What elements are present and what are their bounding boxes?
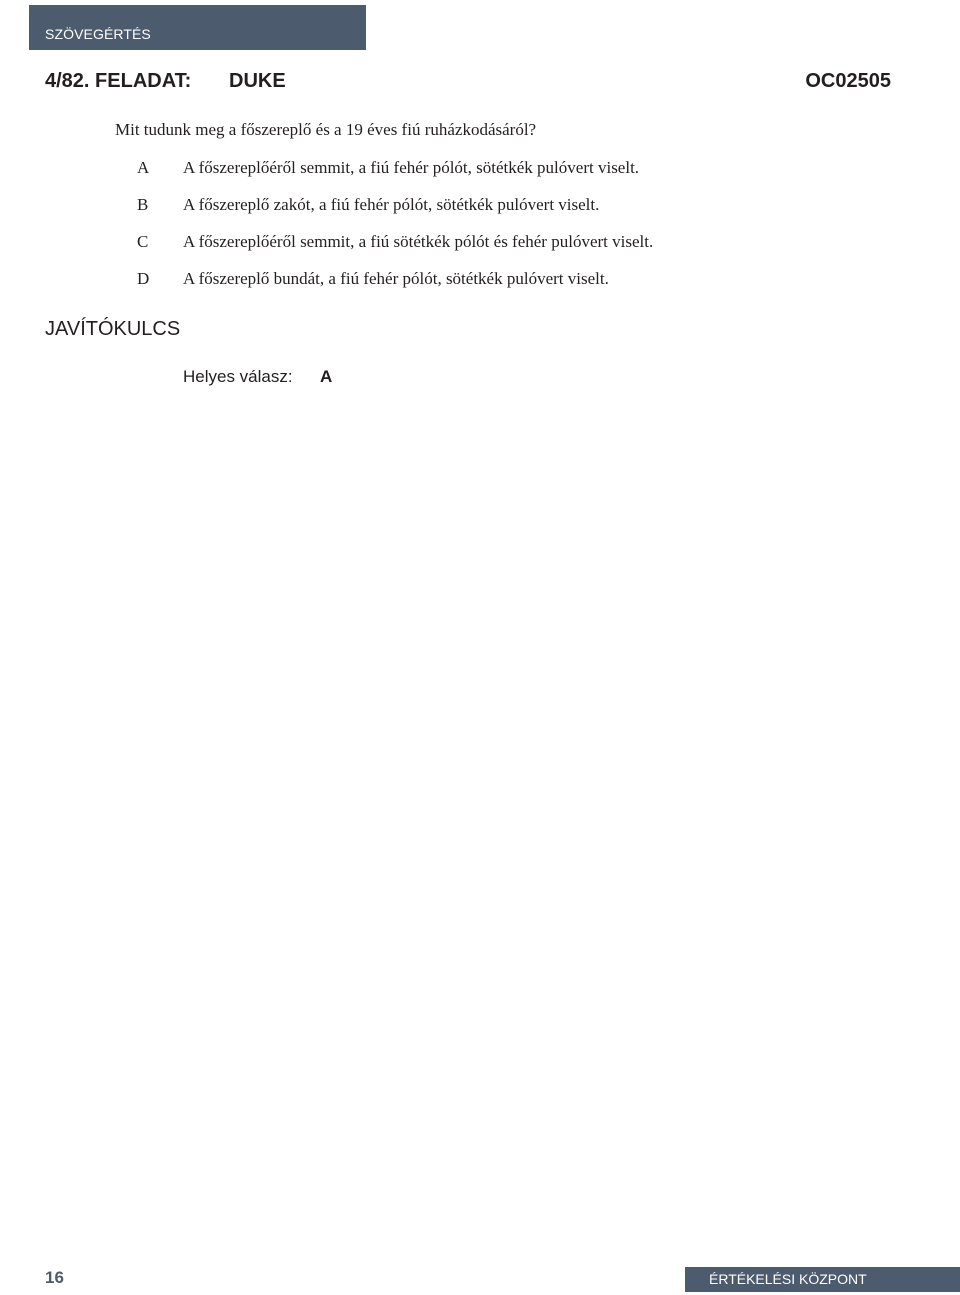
- option-letter: B: [137, 195, 149, 214]
- answer-key-heading: JAVÍTÓKULCS: [45, 318, 181, 340]
- footer-band: [685, 1267, 960, 1292]
- section-header-band: [29, 5, 366, 50]
- task-number: 4/82. FELADAT:: [45, 70, 192, 92]
- task-heading: [45, 70, 891, 96]
- option-letter: C: [137, 232, 149, 251]
- option-letter: A: [137, 158, 150, 177]
- option-text: A főszereplőéről semmit, a fiú fehér pólót, sötétkék pulóvert viselt.: [183, 158, 640, 177]
- section-title: SZÖVEGÉRTÉS: [45, 26, 151, 42]
- option-a: [0, 158, 960, 180]
- option-text: A főszereplő bundát, a fiú fehér pólót, sötétkék pulóvert viselt.: [183, 269, 609, 288]
- option-b: [0, 195, 960, 217]
- option-c: [0, 232, 960, 254]
- task-code: OC02505: [805, 70, 891, 92]
- page-number: 16: [45, 1268, 64, 1287]
- correct-answer-label: Helyes válasz:: [183, 367, 293, 386]
- option-text: A főszereplőéről semmit, a fiú sötétkék pólót és fehér pulóvert viselt.: [183, 232, 654, 251]
- task-title: DUKE: [229, 70, 286, 92]
- option-d: [0, 269, 960, 291]
- publisher-name: ÉRTÉKELÉSI KÖZPONT: [709, 1271, 867, 1287]
- option-text: A főszereplő zakót, a fiú fehér pólót, sötétkék pulóvert viselt.: [183, 195, 600, 214]
- correct-answer-value: A: [320, 367, 333, 386]
- question-text: Mit tudunk meg a főszereplő és a 19 éves fiú ruházkodásáról?: [115, 120, 537, 139]
- option-letter: D: [137, 269, 150, 288]
